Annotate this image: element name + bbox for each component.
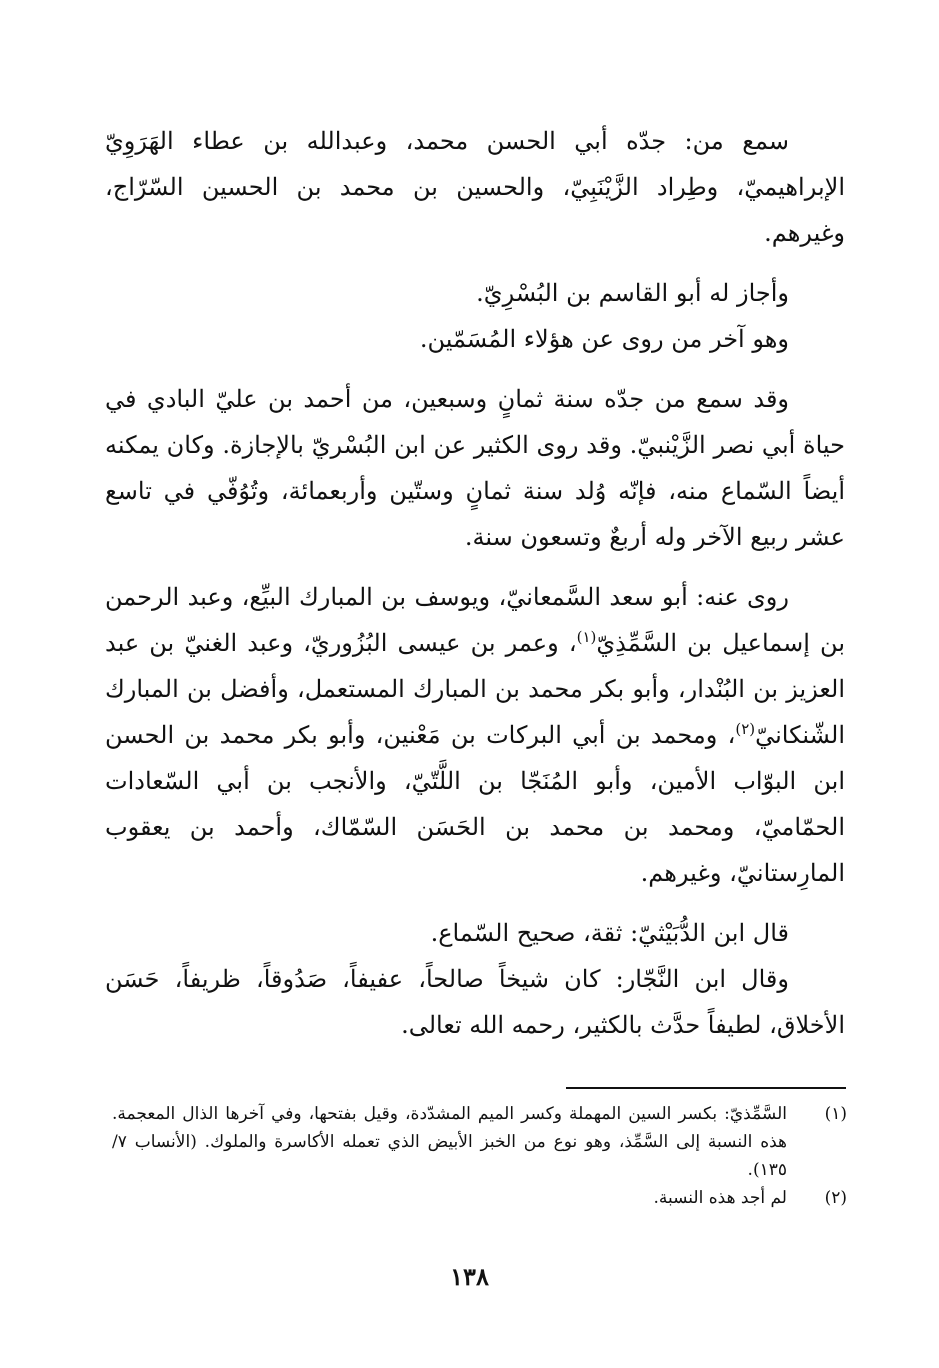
paragraph-last-narrator: وهو آخر من روى عن هؤلاء المُسَمّين. <box>419 325 789 353</box>
paragraph-biography: وقد سمع من جدّه سنة ثمانٍ وسبعين، من أحمد بن عليّ البادي في حياة أبي نصر الزَّيْنبيّ. وقد روى الكثير عن ابن البُسْريّ بالإجازة. وكان يمكنه أيضاً السّماع منه، فإنّه وُلد سنة ثمانٍ وستّين وأربعمائة، وتُوُفّي في تاسع عشر ربيع الآخر وله أربعٌ وتسعون سنة. <box>105 385 845 551</box>
paragraph-heard-from: سمع من: جدّه أبي الحسن محمد، وعبدالله بن عطاء الهَرَوِيّ الإبراهيميّ، وطِراد الزَّيْنَبِيّ، والحسين بن محمد بن الحسين السّرّاج، وغيرهم. <box>105 127 845 247</box>
footnote-2 <box>112 1184 847 1212</box>
narrators-part-1: روى عنه: أبو سعد السَّمعانيّ، ويوسف بن المبارك البيِّع، وعبد الرحمن بن إسماعيل بن السَّمِّذِيّ <box>105 583 845 657</box>
paragraph-licensed-by: وأجاز له أبو القاسم بن البُسْرِيّ. <box>476 279 789 307</box>
footnote-ref-1[interactable]: (١) <box>576 628 597 646</box>
footnote-text: لم أجد هذه النسبة. <box>653 1188 787 1208</box>
footnote-ref-2[interactable]: (٢) <box>735 720 756 738</box>
footnote-separator <box>566 1087 846 1089</box>
paragraph-ibn-dubaythi: قال ابن الدُّبَيْثيّ: ثقة، صحيح السّماع. <box>430 919 789 947</box>
footnote-text: السَّمِّذيّ: بكسر السين المهملة وكسر الميم المشدّدة، وقيل بفتحها، وفي آخرها الذال المعجمة. هذه النسبة إلى السَّمِّذ، وهو نوع من الخبز الأبيض الذي تعمله الأكاسرة والملوك. (الأنساب ٧/ ١٣٥). <box>112 1104 787 1180</box>
narrators-part-2: ، وعمر بن عيسى البُزُوريّ، وعبد الغنيّ بن عبد العزيز بن البُنْدار، وأبو بكر محمد بن المبارك المستعمل، وأفضل بن المبارك الشّنكانيّ <box>105 629 845 749</box>
footnotes <box>112 1100 847 1212</box>
paragraph-ibn-najjar: وقال ابن النَّجّار: كان شيخاً صالحاً، عفيفاً، صَدُوقاً، ظريفاً، حَسَن الأخلاق، لطيفاً حدَّث بالكثير، رحمه الله تعالى. <box>105 965 845 1039</box>
main-text <box>105 118 845 1048</box>
paragraph-narrated-from-him <box>105 574 845 896</box>
page-number: ١٣٨ <box>450 1262 489 1291</box>
footnote-1 <box>112 1100 847 1184</box>
narrators-part-3: ، ومحمد بن أبي البركات بن مَعْنين، وأبو بكر محمد بن الحسن ابن البوّاب الأمين، وأبو المُنَجّا بن اللَّتّيّ، والأنجب بن أبي السّعادات الحمّاميّ، ومحمد بن محمد بن الحَسَن السّمّاك، وأحمد بن يعقوب المارِستانيّ، وغيرهم. <box>105 721 846 887</box>
footnote-number: (١) <box>824 1104 847 1124</box>
footnote-number: (٢) <box>824 1188 847 1208</box>
